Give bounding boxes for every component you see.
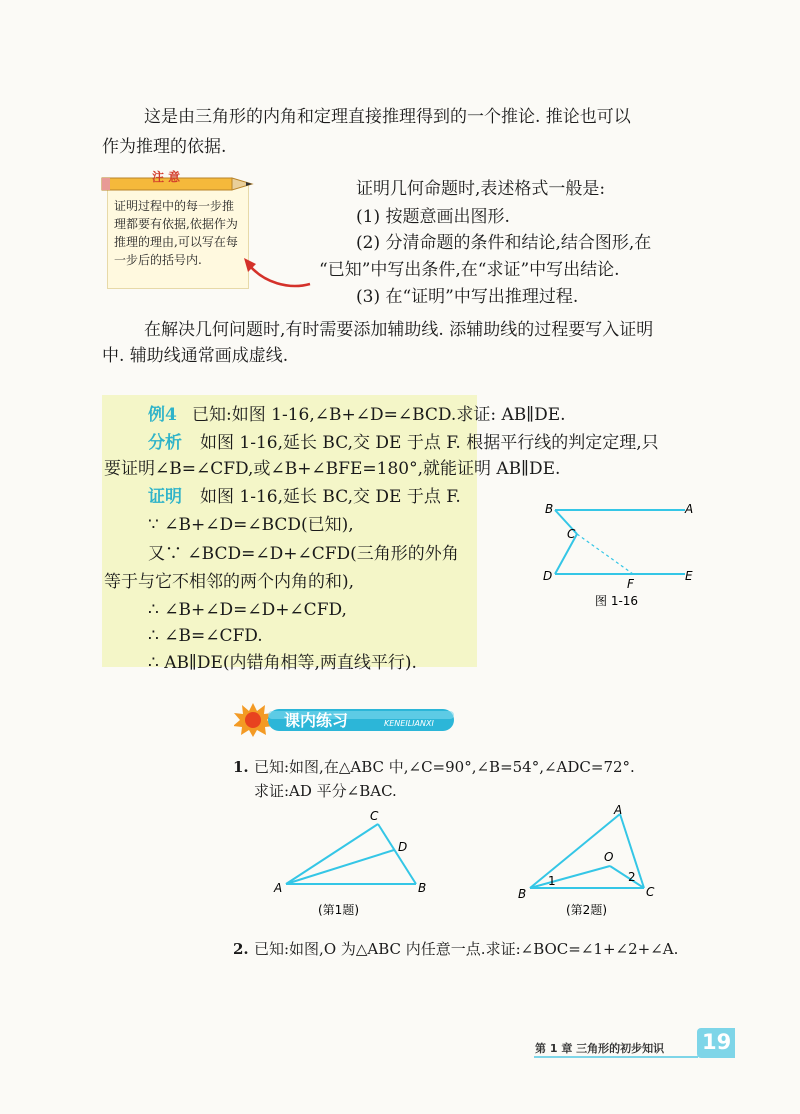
intro-line-1: 这是由三角形的内角和定理直接推理得到的一个推论. 推论也可以 xyxy=(144,107,631,127)
fig116-caption: 图 1-16 xyxy=(595,594,639,608)
q1-line-1: 已知:如图,在△ABC 中,∠C=90°,∠B=54°,∠ADC=72°. xyxy=(254,758,635,776)
analysis-label: 分析 xyxy=(148,433,182,453)
fig116-label-c: C xyxy=(567,527,576,541)
q1-line-2: 求证:AD 平分∠BAC. xyxy=(254,782,397,800)
aux-line-1: 在解决几何问题时,有时需要添加辅助线. 添辅助线的过程要写入证明 xyxy=(144,320,654,340)
fig116-label-d: D xyxy=(543,569,553,583)
fig2-caption: (第2题) xyxy=(566,903,607,917)
segment-ac xyxy=(286,824,378,884)
fig1-caption: (第1题) xyxy=(318,903,359,917)
proof-step-4: ∴ ∠B+∠D=∠D+∠CFD, xyxy=(148,600,347,620)
figure-1-16 xyxy=(535,498,705,610)
proof-step-2: 又∵ ∠BCD=∠D+∠CFD(三角形的外角 xyxy=(148,544,459,564)
proof-step-1: ∵ ∠B+∠D=∠BCD(已知), xyxy=(148,515,354,535)
aux-line-2: 中. 辅助线通常画成虚线. xyxy=(102,346,289,366)
proof-step-3: 等于与它不相邻的两个内角的和), xyxy=(104,572,355,592)
example-label: 例4 xyxy=(148,405,177,425)
segment-cf-dashed xyxy=(577,534,633,574)
q2-text: 已知:如图,O 为△ABC 内任意一点.求证:∠BOC=∠1+∠2+∠A. xyxy=(254,940,679,958)
format-line-4: “已知”中写出条件,在“求证”中写出结论. xyxy=(319,260,620,280)
proof-line-0: 如图 1-16,延长 BC,交 DE 于点 F. xyxy=(200,487,461,507)
fig2-label-o: O xyxy=(604,850,614,864)
figure-q1 xyxy=(268,806,448,922)
figure-q2 xyxy=(510,800,670,920)
proof-step-5: ∴ ∠B=∠CFD. xyxy=(148,626,263,646)
fig2-label-b: B xyxy=(518,887,527,901)
segment-ad xyxy=(286,850,394,884)
fig116-label-b: B xyxy=(545,502,554,516)
fig2-label-a: A xyxy=(614,803,623,817)
intro-line-2: 作为推理的依据. xyxy=(102,137,227,157)
exercise-banner xyxy=(234,701,458,737)
banner-subtitle: KENEILIANXI xyxy=(384,719,434,728)
format-line-1: 证明几何命题时,表述格式一般是: xyxy=(356,179,606,199)
proof-step-6: ∴ AB∥DE(内错角相等,两直线平行). xyxy=(148,653,417,673)
fig1-label-c: C xyxy=(370,809,379,823)
analysis-line-1: 如图 1-16,延长 BC,交 DE 于点 F. 根据平行线的判定定理,只 xyxy=(200,433,659,453)
format-line-2: (1) 按题意画出图形. xyxy=(356,207,510,227)
banner-title: 课内练习 xyxy=(284,711,349,730)
format-line-3: (2) 分清命题的条件和结论,结合图形,在 xyxy=(356,233,652,253)
footer-rule xyxy=(534,1056,698,1058)
fig116-label-a: A xyxy=(685,502,694,516)
fig116-label-e: E xyxy=(685,569,693,583)
q1-number: 1. xyxy=(233,758,249,776)
note-arrow-icon xyxy=(238,252,318,292)
fig1-label-d: D xyxy=(398,840,408,854)
fig1-label-b: B xyxy=(418,881,427,895)
fig2-label-c: C xyxy=(646,885,655,899)
example-given: 已知:如图 1-16,∠B+∠D=∠BCD.求证: AB∥DE. xyxy=(192,405,566,425)
note-title: 注 意 xyxy=(152,170,181,184)
footer-chapter: 第 1 章 三角形的初步知识 xyxy=(535,1042,665,1055)
note-text: 证明过程中的每一步推理都要有依据,依据作为推理的理由,可以写在每一步后的括号内. xyxy=(114,199,238,267)
fig2-angle-1: 1 xyxy=(548,874,556,888)
q2-number: 2. xyxy=(233,940,249,958)
page-number: 19 xyxy=(702,1030,732,1054)
fig2-angle-2: 2 xyxy=(628,870,636,884)
fig1-label-a: A xyxy=(274,881,283,895)
fig116-label-f: F xyxy=(627,577,634,591)
analysis-line-2: 要证明∠B=∠CFD,或∠B+∠BFE=180°,就能证明 AB∥DE. xyxy=(104,459,561,479)
proof-label: 证明 xyxy=(148,487,182,507)
format-line-5: (3) 在“证明”中写出推理过程. xyxy=(356,287,579,307)
